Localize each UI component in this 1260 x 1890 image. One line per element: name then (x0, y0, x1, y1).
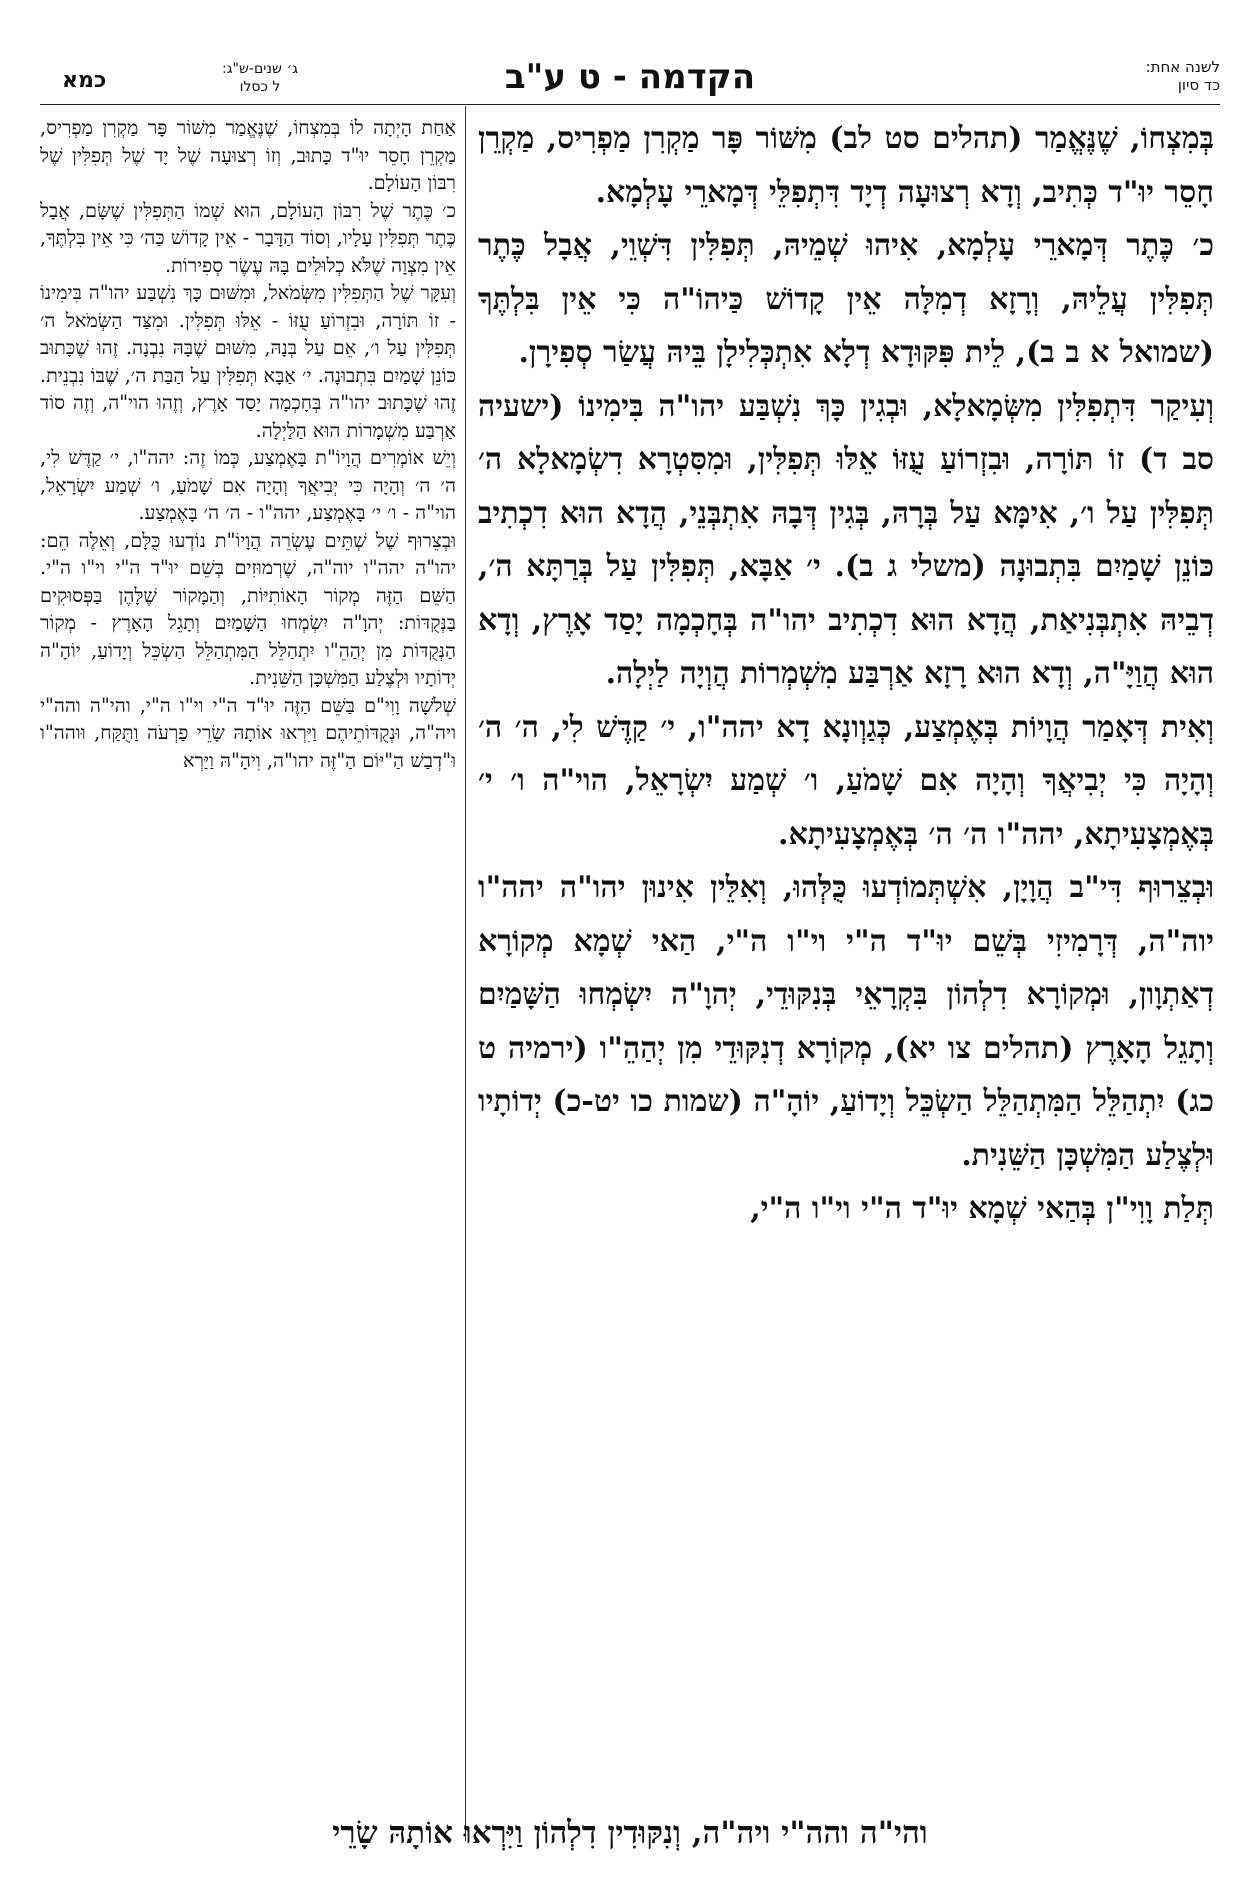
side-paragraph: וּבְצֵרוּף שֶׁל שְׁתֵּים עֶשְׂרֵה הֲוָיוֹ"ת נוֹדְעוּ כֻּלָּם, וְאֵלֶּה הֵם: יהו"ה יהה"ו יוה"ה, שֶׁרְמוּזִים בְּשֵׁם יוּ"ד ה"י וי"ו ה"י. הַשֵּׁם הַזֶּה מְקוֹר הָאוֹתִיּוֹת, וְהַמָּקוֹר שֶׁלָּהֶן בַּפְּסוּקִים בַּנְּקֻדּוֹת: יְהוָ"ה יִשְׂמְחוּ הַשָּׁמַיִם וְתָגֵל הָאָרֶץ - מְקוֹר הַנְּקֻדּוֹת מִן יְהַהֵ"ו יִתְהַלֵּל הַמִּתְהַלֵּל הַשְׂכֵּל וְיָדוֹעַ, יוֹהָ"ה יְדוֹתָיו וּלְצֶלַע הַמִּשְׁכָּן הַשֵּׁנִית. (40, 528, 456, 689)
schedule-date: כד סיון (1177, 76, 1220, 94)
side-paragraph: וְעִקָּר שֶׁל הַתְּפִלִּין מִשְּׂמֹאל, וּמִשּׁוּם כָּךְ נִשְׁבַּע יהו"ה בִּימִינוֹ - זוֹ תּוֹרָה, וּבִזְרוֹעַ עֻזּוֹ - אֵלּוּ תְּפִלִּין. וּמִצַּד הַשְּׂמֹאל ה׳ תְּפִלִּין עַל ו׳, אֵם עַל בְּנָהּ, מִשּׁוּם שֶׁבָּהּ נִבְנָה. זֶהוּ שֶׁכָּתוּב כּוֹנֵן שָׁמַיִם בִּתְבוּנָה. י׳ אַבָּא תְּפִלִּין עַל הַבַּת ה׳, שֶׁבּוֹ נִבְנֵית. זֶהוּ שֶׁכָּתוּב יהו"ה בְּחָכְמָה יָסַד אָרֶץ, וְזֶהוּ הוי"ה, וְזֶה סוֹד אַרְבַּע מִשְׁמָרוֹת הוּא הַלַּיְלָה. (40, 281, 456, 442)
page-header (40, 58, 1220, 120)
full-width-bottom-line: והי"ה והה"י ויה"ה, וְנִקּוּדִין דִלְהוֹן וַיִּרְאוּ אוֹתָהּ שָׂרֵי (332, 1815, 928, 1851)
side-paragraph: כ׳ כֶּתֶר שֶׁל רִבּוֹן הָעוֹלָם, הוּא שְׁמוֹ הַתְּפִלִּין שֶׁשָּׂם, אֲבָל כֶּתֶר תְּפִלִּין עָלָיו, וְסוֹד הַדָּבָר - אֵין קָדוֹשׁ כַּה׳ כִּי אֵין בִּלְתֶּךָ, אֵין מִצְוָה שֶׁלֹּא כְלוּלִים בָּהּ עֶשֶׂר סְפִירוֹת. (40, 198, 456, 277)
column-separator (465, 106, 466, 1841)
daily-schedule-three-years (160, 60, 360, 96)
schedule-label-alt: ג׳ שנים-ש"ג: (222, 61, 298, 77)
main-paragraph: כ׳ כֶּתֶר דְּמָארֵי עָלְמָא, אִיהוּ שְׁמֵיהּ, תְּפִלִּין דִּשְׁוֵי, אֲבָל כֶּתֶר תְּפִלִּין עֲלֵיהּ, וְרָזָא דְמִלָּה אֵין קָדוֹשׁ כַּיהוֹ"ה כִּי אֵין בִּלְתֶּךָ (שמואל א ב ב), לֵית פִּקּוּדָא דְלָא אִתְכְּלִילָן בֵּיהּ עֲשַׂר סְפִירָן. (478, 228, 1214, 370)
page-title: הקדמה - ט ע"ב (504, 57, 756, 97)
header-rule (40, 104, 1220, 105)
side-paragraph: אַחַת הָיְתָה לוֹ בְּמִצְחוֹ, שֶׁנֶּאֱמַר מִשּׁוֹר פָּר מַקְרִן מַפְרִיס, מַקְרֵן חָסֵר יוּ"ד כָּתוּב, וְזוֹ רְצוּעָה שֶׁל יָד שֶׁל תְּפִלִּין שֶׁל רִבּוֹן הָעוֹלָם. (40, 116, 456, 194)
translation-column (40, 114, 456, 1854)
main-paragraph: תְּלַת וָוִי"ן בְּהַאי שְׁמָא יוּ"ד ה"י וי"ו ה"י, (750, 1191, 1214, 1226)
main-paragraph: וְאִית דְּאָמַר הֲוָיוֹת בְּאֶמְצַע, כְּגַוְונָא דָא יהה"ו, י׳ קַדֶּשׁ לִי, ה׳ ה׳ וְהָיָה כִּי יְבִיאֲךָ וְהָיָה אִם שָׁמֹעַ, ו׳ שְׁמַע יִשְׂרָאֵל, הוי"ה ו׳ י׳ בְּאֶמְצָעִיתָא, יהה"ו ה׳ ה׳ בְּאֶמְצָעִיתָא. (478, 709, 1214, 852)
main-text-column (478, 112, 1214, 1842)
main-paragraph: וְעִיקַר דִּתְפִלִּין מִשְּׂמָאלָא, וּבְגִין כָּךְ נִשְׁבַּע יהו"ה בִּימִינוֹ (ישעיה סב ד) זוֹ תּוֹרָה, וּבִזְרוֹעַ עֻזּוֹ אֵלּוּ תְּפִלִּין, וּמִסִּטְרָא דִשְׂמָאלָא ה׳ תְּפִלִּין עַל ו׳, אִימָּא עַל בְּרָהּ, בְּגִין דְּבָהּ אִתְבְּנֵי, הֲדָא הוּא דִכְתִיב כּוֹנֵן שָׁמַיִם בִּתְבוּנָה (משלי ג ב). י׳ אַבָּא, תְּפִלִּין עַל בְּרַתָּא ה׳, דְבֵיהּ אִתְבְּנִיאַת, הֲדָא הוּא דִכְתִיב יהו"ה בְּחָכְמָה יָסַד אָרֶץ, וְדָא הוּא הֲוַיָּ"ה, וְדָא הוּא רָזָא אַרְבַּע מִשְׁמְרוֹת הֲוְיָה לַיְלָה. (478, 388, 1214, 691)
main-paragraph: בְּמִצְחוֹ, שֶׁנֶּאֱמַר (תהלים סט לב) מִשּׁוֹר פָּר מַקְרִן מַפְרִיס, מַקְרֵן חָסֵר יוּ"ד כְּתִיב, וְדָא רְצוּעָה דְיָד דִּתְפִלֵּי דְּמָארֵי עָלְמָא. (478, 121, 1214, 210)
page-number: כמא (62, 68, 107, 93)
schedule-label: לשנה אחת: (1145, 58, 1220, 76)
schedule-date-alt: ל כסלו (239, 79, 281, 95)
side-paragraph: שְׁלֹשָׁה וָוִי"ם בַּשֵּׁם הַזֶּה יוּ"ד ה"י וי"ו ה"י, והי"ה והה"י ויה"ה, וּנְקֻדּוֹתֵיהֶם וַיִּרְאוּ אוֹתָהּ שָׂרֵי פַרְעֹה וַתֻּקַּח, וּוהה"ו וּ"דְבַשׁ הַ"יּוֹם הַ"זֶּה יהו"ה, וִיהָ"הּ וַיַּרְא (40, 693, 456, 772)
main-paragraph: וּבְצֵרוּף דִּי"ב הֲוָיָן, אִשְׁתְּמוֹדְעוּ כֻּלְּהוּ, וְאִלֵּין אִינוּן יהו"ה יהה"ו יוה"ה, דְּרָמִיזִי בְּשֵׁם יוּ"ד ה"י וי"ו ה"י, הַאי שְׁמָא מְקוֹרָא דְאַתְוָון, וּמְקוֹרָא דִלְהוֹן בִּקְרָאֵי בְּנִקּוּדֵי, יְהוָ"ה יִשְׂמְחוּ הַשָּׁמַיִם וְתָגֵל הָאָרֶץ (תהלים צו יא), מְקוֹרָא דְנִקּוּדֵי מִן יְהַהֵ"ו (ירמיה ט כג) יִתְהַלֵּל הַמִּתְהַלֵּל הַשְׂכֵּל וְיָדוֹעַ, יוֹהָ"ה (שמות כו יט-כ) יְדוֹתָיו וּלְצֶלַע הַמִּשְׁכָּן הַשֵּׁנִית. (478, 870, 1214, 1173)
side-paragraph: וְיֵשׁ אוֹמְרִים הֲוָיוֹ"ת בָּאֶמְצַע, כְּמוֹ זֶה: יהה"ו, י׳ קַדֶּשׁ לִי, ה׳ ה׳ וְהָיָה כִּי יְבִיאֲךָ וְהָיָה אִם שָׁמֹעַ, ו׳ שְׁמַע יִשְׂרָאֵל, הוי"ה - ו׳ י׳ בָּאֶמְצַע, יהה"ו - ה׳ ה׳ בָּאֶמְצַע. (40, 446, 456, 524)
